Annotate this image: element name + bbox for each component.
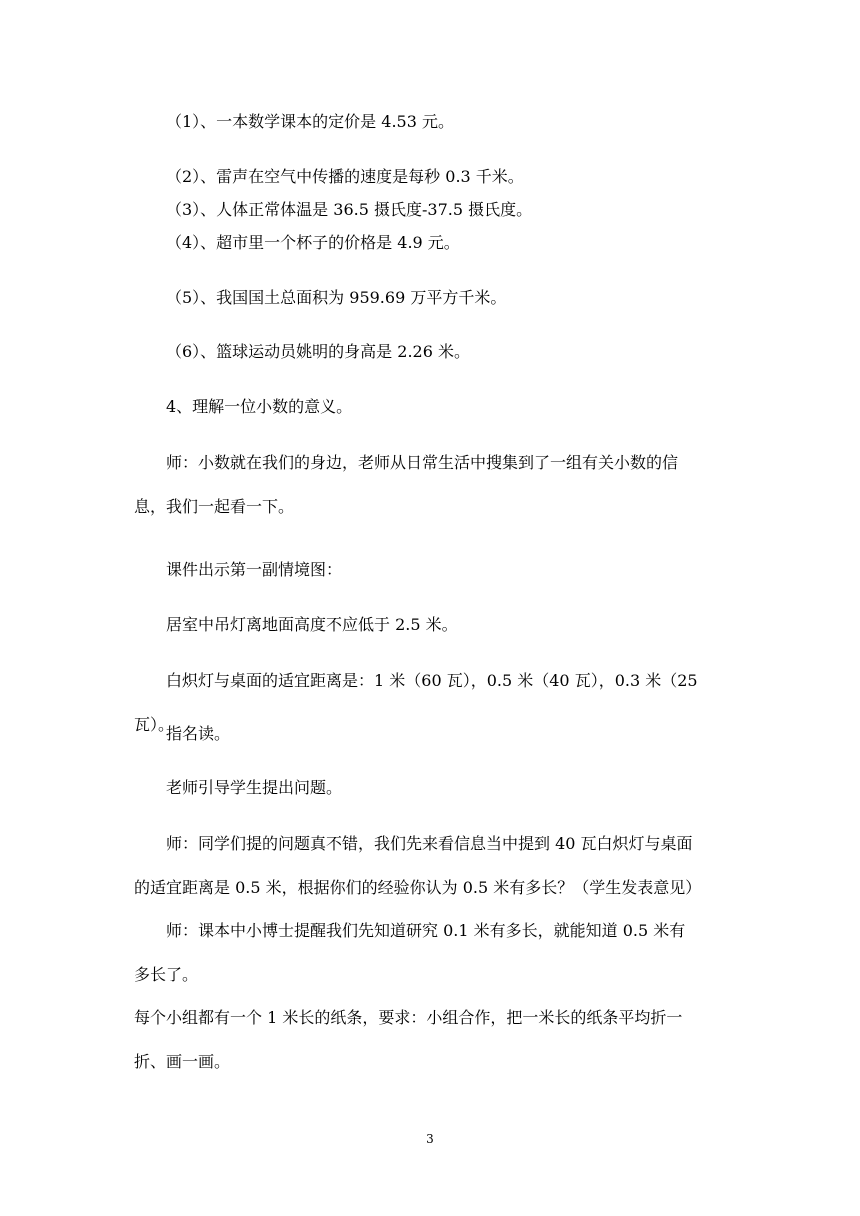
example-line-4: （4）、超市里一个杯子的价格是 4.9 元。 (166, 233, 460, 252)
paragraph-lamp-height: 居室中吊灯离地面高度不应低于 2.5 米。 (166, 615, 458, 634)
example-line-6: （6）、篮球运动员姚明的身高是 2.26 米。 (166, 342, 470, 361)
section-heading: 4、理解一位小数的意义。 (166, 397, 353, 416)
paragraph-teacher-intro: 师：小数就在我们的身边，老师从日常生活中搜集到了一组有关小数的信息，我们一起看一下。 (134, 453, 679, 516)
paragraph-guide: 老师引导学生提出问题。 (166, 778, 343, 797)
example-line-5: （5）、我国国土总面积为 959.69 万平方千米。 (166, 288, 507, 307)
paragraph-doctor: 师：课本中小博士提醒我们先知道研究 0.1 米有多长，就能知道 0.5 米有多长了。 (134, 921, 686, 984)
example-line-3: （3）、人体正常体温是 36.5 摄氏度-37.5 摄氏度。 (166, 200, 533, 219)
paragraph-read: 指名读。 (166, 724, 231, 743)
paragraph-lamp-distance: 白炽灯与桌面的适宜距离是：1 米（60 瓦），0.5 米（40 瓦），0.3 米（25 瓦）。 (134, 671, 698, 734)
paragraph-group: 每个小组都有一个 1 米长的纸条，要求：小组合作，把一米长的纸条平均折一折、画一画。 (134, 1008, 683, 1071)
paragraph-courseware: 课件出示第一副情境图： (166, 560, 343, 579)
page-number: 3 (426, 1132, 434, 1146)
example-line-2: （2）、雷声在空气中传播的速度是每秒 0.3 千米。 (166, 167, 524, 186)
paragraph-teacher-question: 师：同学们提的问题真不错，我们先来看信息当中提到 40 瓦白炽灯与桌面的适宜距离是 0.5 米，根据你们的经验你认为 0.5 米有多长？（学生发表意见） (134, 834, 702, 897)
example-line-1: （1）、一本数学课本的定价是 4.53 元。 (166, 112, 454, 131)
